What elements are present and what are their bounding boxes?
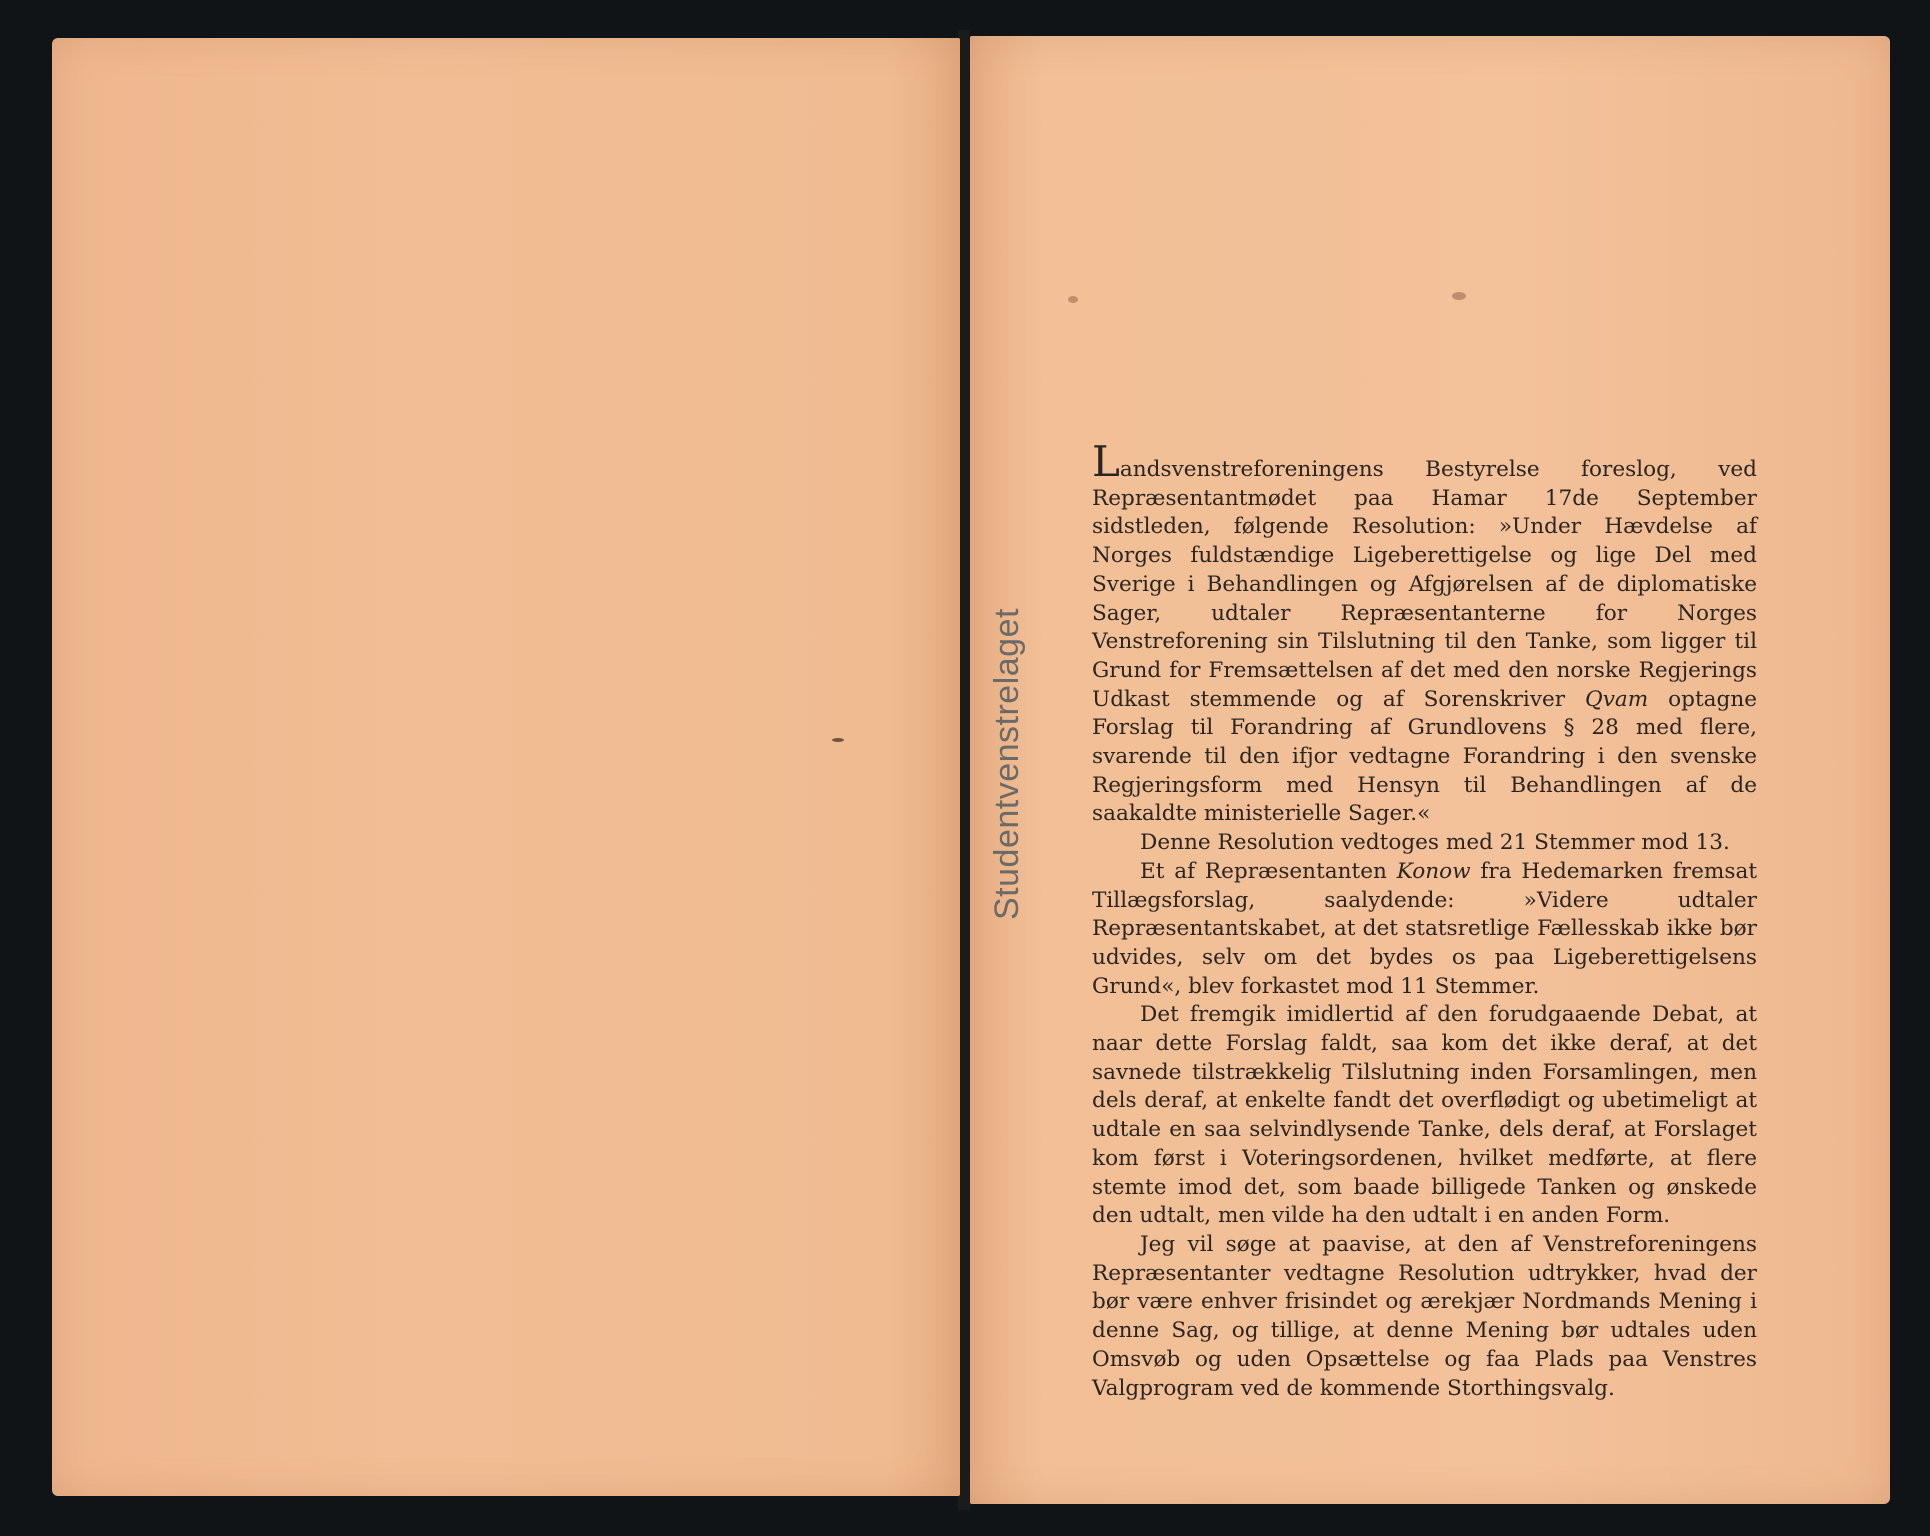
paragraph-4: Det fremgik imidlertid af den forudgaaende Debat, at naar dette Forslag faldt, saa kom det ikke deraf, at det savnede tilstrækkelig Tilslutning inden Forsamlingen, men dels deraf, at enkelte fandt det overflødigt og ubetimeligt at udtale en saa selvindlysende Tanke, dels deraf, at Forslaget kom først i Voteringsordenen, hvilket medførte, at flere stemte imod det, som baade billigede Tanken og ønskede den udtalt, men vilde ha den udtalt i en anden Form. (1092, 1002, 1757, 1229)
left-page-blank (52, 38, 960, 1496)
paper-stain (1068, 296, 1078, 303)
paragraph-1: Landsvenstreforeningens Bestyrelse foreslog, ved Repræsentantmødet paa Hamar 17de September sidstleden, følgende Resolution: »Under Hævdelse af Norges fuldstændige Ligeberettigelse og lige Del med Sverige i Behandlingen og Afgjørelsen af de diplomatiske Sager, udtaler Repræsentanterne for Norges Venstreforening sin Tilslutning til den Tanke, som ligger til Grund for Fremsættelsen af det med den norske Regjerings Udkast stemmende og af Sorenskriver Qvam optagne Forslag til Forandring af Grundlovens § 28 med flere, svarende til den ifjor vedtagne Forandring i den svenske Regjeringsform med Hensyn til Behandlingen af de saakaldte ministerielle Sager.« (1092, 437, 1758, 827)
paragraph-3: Et af Repræsentanten Konow fra Hedemarken fremsat Tillægsforslag, saalydende: »Videre udtaler Repræsentantskabet, at det statsretlige Fællesskab ikke bør udvides, selv om det bydes os paa Ligeberettigelsens Grund«, blev forkastet mod 11 Stemmer. (1092, 858, 1757, 999)
library-stamp: Studentvenstrelaget (988, 608, 1026, 920)
paper-stain (1452, 292, 1466, 300)
paper-stain (832, 738, 844, 742)
body-text (1092, 437, 1758, 1403)
paragraph-2: Denne Resolution vedtoges med 21 Stemmer mod 13. (1140, 830, 1730, 856)
paragraph-5: Jeg vil søge at paavise, at den af Venstreforeningens Repræsentanter vedtagne Resolution udtrykker, hvad der bør være enhver frisindet og ærekjær Nordmands Mening i denne Sag, og tillige, at denne Mening bør udtales uden Omsvøb og uden Opsættelse og faa Plads paa Venstres Valgprogram ved de kommende Storthingsvalg. (1092, 1231, 1757, 1401)
drop-initial: L (1092, 437, 1120, 486)
